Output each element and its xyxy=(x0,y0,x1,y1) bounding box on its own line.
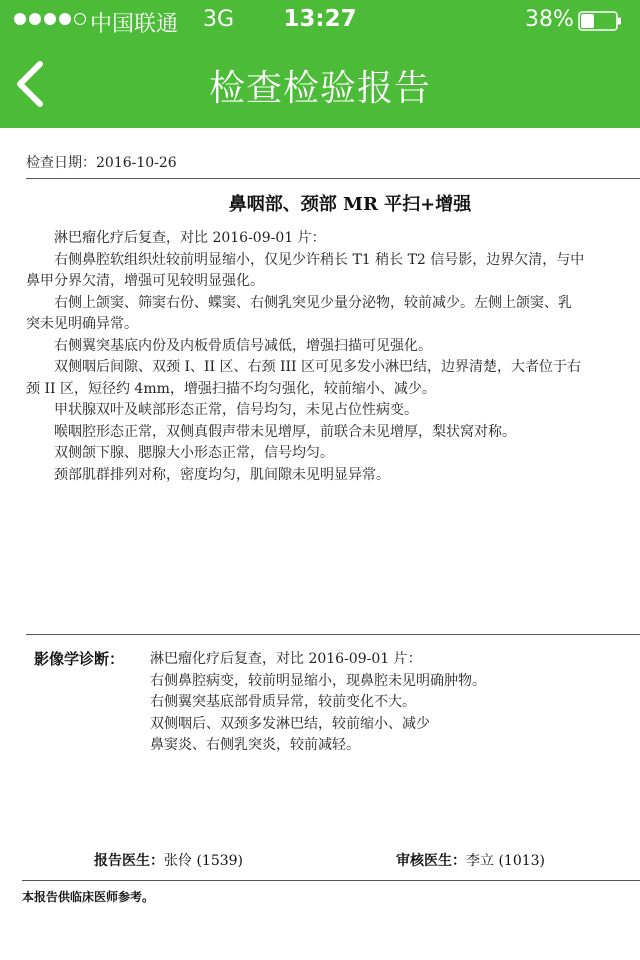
findings-line: 突未见明确异常。 xyxy=(26,316,138,332)
page-title: 检查检验报告 xyxy=(208,68,431,109)
diagnosis-line: 右侧鼻腔病变，较前明显缩小，现鼻腔未见明确肿物。 xyxy=(150,672,486,689)
diagnosis-line: 双侧咽后、双颈多发淋巴结，较前缩小、减少 xyxy=(150,715,430,732)
divider-bottom xyxy=(22,880,640,881)
reporter-signature xyxy=(94,850,243,870)
findings-line: 右侧鼻腔软组织灶较前明显缩小，仅见少许稍长 T1 稍长 T2 信号影，边界欠清，与中 xyxy=(54,251,585,268)
battery-icon xyxy=(578,11,622,31)
reporter-label: 报告医生： xyxy=(94,853,164,869)
diagnosis-line: 淋巴瘤化疗后复查，对比 2016-09-01 片： xyxy=(150,651,422,667)
findings-line: 右侧上颌窦、筛窦右份、蝶窦、右侧乳突见少量分泌物，较前减少。左侧上颌窦、乳 xyxy=(54,294,572,311)
findings-line: 喉咽腔形态正常，双侧真假声带未见增厚，前联合未见增厚，梨状窝对称。 xyxy=(54,423,516,440)
findings-line: 颈 II 区，短径约 4mm，增强扫描不均匀强化，较前缩小、减少。 xyxy=(26,380,436,397)
report-title: 鼻咽部、颈部 MR 平扫+增强 xyxy=(228,194,472,215)
findings-line: 右侧翼突基底内份及内板骨质信号减低，增强扫描可见强化。 xyxy=(54,337,432,354)
report-document xyxy=(0,128,640,960)
findings-line: 双侧颌下腺、腮腺大小形态正常，信号均匀。 xyxy=(54,445,334,461)
reviewer-label: 审核医生： xyxy=(396,853,466,869)
footnote: 本报告供临床医师参考。 xyxy=(22,890,155,904)
diagnosis-label: 影像学诊断： xyxy=(34,650,125,668)
findings-line: 双侧咽后间隙、双颈 I、II 区、右颈 III 区可见多发小淋巴结，边界清楚，大者位于右 xyxy=(54,359,581,375)
findings-line: 颈部肌群排列对称，密度均匀，肌间隙未见明显异常。 xyxy=(54,466,390,483)
diagnosis-line: 右侧翼突基底部骨质异常，较前变化不大。 xyxy=(150,694,416,710)
battery-percent: 38% xyxy=(525,7,574,32)
divider-top xyxy=(26,178,640,179)
carrier-name: 中国联通 xyxy=(90,12,179,37)
findings-section xyxy=(26,228,640,486)
findings-line: 甲状腺双叶及峡部形态正常，信号均匀，未见占位性病变。 xyxy=(54,402,418,418)
clock: 13:27 xyxy=(283,6,357,32)
reporter-name: 张伶 (1539) xyxy=(164,853,244,869)
findings-line: 淋巴瘤化疗后复查，对比 2016-09-01 片： xyxy=(54,230,326,246)
reviewer-name: 李立 (1013) xyxy=(466,853,546,869)
network-type: 3G xyxy=(203,7,235,32)
exam-date: 检查日期：2016-10-26 xyxy=(26,155,177,171)
nav-bar xyxy=(0,40,640,128)
findings-line: 鼻甲分界欠清，增强可见较明显强化。 xyxy=(26,273,264,289)
status-bar xyxy=(0,0,640,40)
diagnosis-section xyxy=(150,649,640,757)
divider-diagnosis xyxy=(26,634,640,635)
reviewer-signature xyxy=(396,850,545,870)
diagnosis-line: 鼻窦炎、右侧乳突炎，较前减轻。 xyxy=(150,737,360,753)
